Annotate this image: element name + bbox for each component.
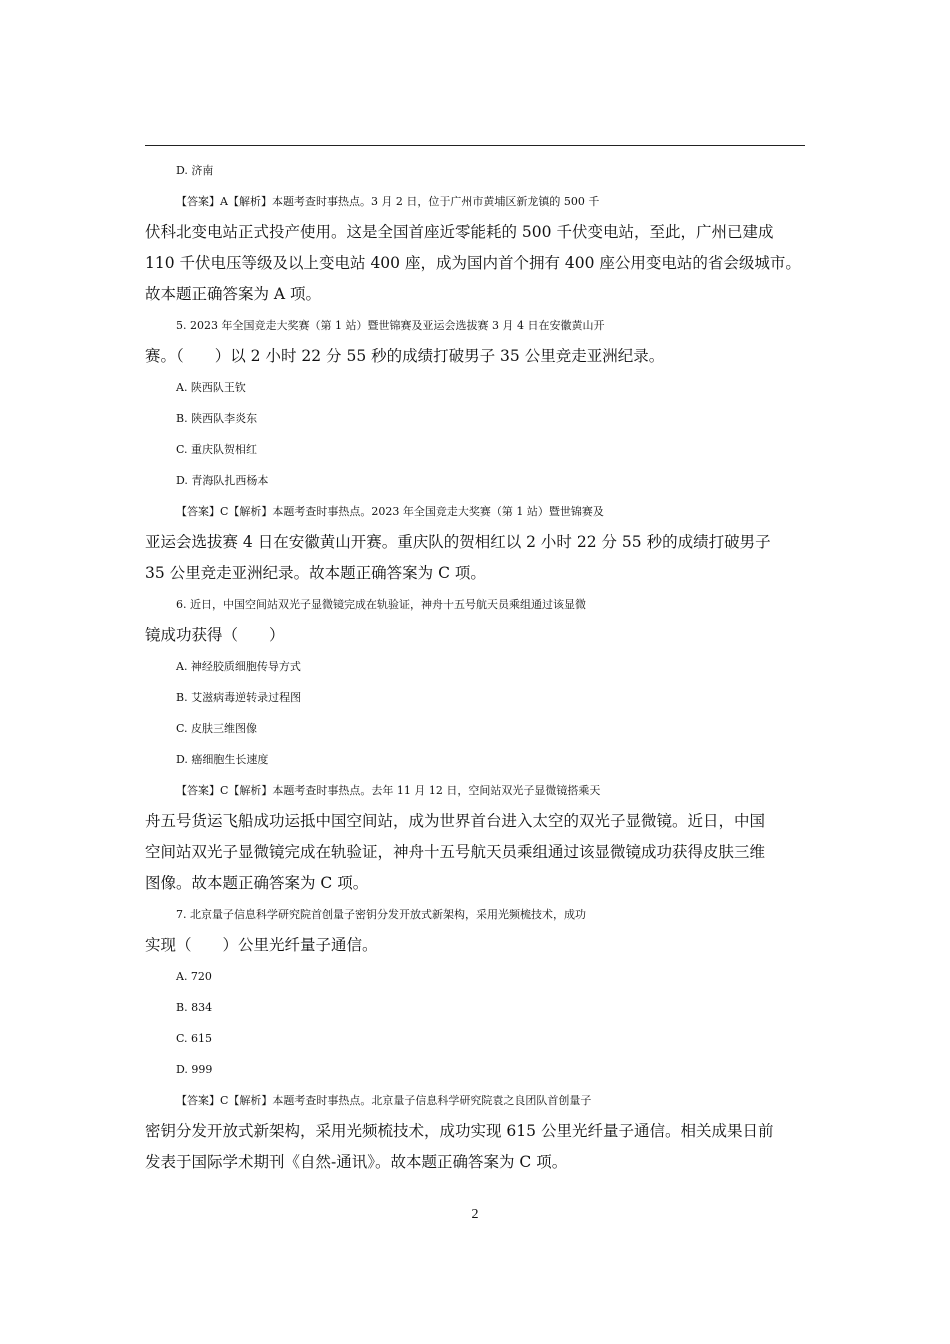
option-d: D. 999 [176, 1063, 213, 1076]
text-line: 亚运会选拔赛 4 日在安徽黄山开赛。重庆队的贺相红以 2 小时 22 分 55 秒的成绩打破男子 [145, 533, 771, 551]
text-line: 实现（ ）公里光纤量子通信。 [145, 936, 378, 954]
question-7: 7. 北京量子信息科学研究院首创量子密钥分发开放式新架构，采用光频梳技术，成功 [176, 908, 586, 921]
option-c: C. 615 [176, 1032, 213, 1045]
option-a: A. 720 [176, 970, 212, 983]
option-a: A. 陕西队王钦 [176, 381, 246, 394]
option-b: B. 陕西队李炎东 [176, 412, 258, 425]
option-b: B. 834 [176, 1001, 213, 1014]
option-d: D. 青海队扎西杨本 [176, 474, 269, 487]
text-line: 故本题正确答案为 A 项。 [145, 285, 322, 303]
option-c: C. 重庆队贺相红 [176, 443, 258, 456]
text-line: 图像。故本题正确答案为 C 项。 [145, 874, 369, 892]
answer-6: 【答案】C【解析】本题考查时事热点。去年 11 月 12 日，空间站双光子显微镜搭乘天 [176, 784, 601, 797]
question-5: 5. 2023 年全国竞走大奖赛（第 1 站）暨世锦赛及亚运会选拔赛 3 月 4 日在安徽黄山开 [176, 319, 605, 332]
option-a: A. 神经胶质细胞传导方式 [176, 660, 301, 673]
question-6: 6. 近日，中国空间站双光子显微镜完成在轨验证，神舟十五号航天员乘组通过该显微 [176, 598, 586, 611]
option-d: D. 癌细胞生长速度 [176, 753, 269, 766]
page-number: 2 [471, 1207, 479, 1222]
text-line: 密钥分发开放式新架构，采用光频梳技术，成功实现 615 公里光纤量子通信。相关成果日前 [145, 1122, 774, 1140]
text-line: 110 千伏电压等级及以上变电站 400 座，成为国内首个拥有 400 座公用变电站的省会级城市。 [145, 254, 801, 272]
text-line: 发表于国际学术期刊《自然-通讯》。故本题正确答案为 C 项。 [145, 1153, 568, 1171]
header-rule [145, 145, 805, 146]
text-line: 【答案】A【解析】本题考查时事热点。3 月 2 日，位于广州市黄埔区新龙镇的 500 千 [176, 195, 600, 208]
text-line: 镜成功获得（ ） [145, 626, 285, 644]
text-line: 空间站双光子显微镜完成在轨验证，神舟十五号航天员乘组通过该显微镜成功获得皮肤三维 [145, 843, 766, 861]
text-line: 舟五号货运飞船成功运抵中国空间站，成为世界首台进入太空的双光子显微镜。近日，中国 [145, 812, 766, 830]
text-line: 赛。（ ）以 2 小时 22 分 55 秒的成绩打破男子 35 公里竞走亚洲纪录。 [145, 347, 665, 365]
answer-5: 【答案】C【解析】本题考查时事热点。2023 年全国竞走大奖赛（第 1 站）暨世锦赛及 [176, 505, 604, 518]
text-line: 伏科北变电站正式投产使用。这是全国首座近零能耗的 500 千伏变电站，至此，广州已建成 [145, 223, 774, 241]
text-line: 35 公里竞走亚洲纪录。故本题正确答案为 C 项。 [145, 564, 486, 582]
answer-7: 【答案】C【解析】本题考查时事热点。北京量子信息科学研究院袁之良团队首创量子 [176, 1094, 592, 1107]
text-line: D. 济南 [176, 164, 214, 177]
option-c: C. 皮肤三维图像 [176, 722, 258, 735]
document-body [145, 155, 805, 1178]
option-b: B. 艾滋病毒逆转录过程图 [176, 691, 302, 704]
